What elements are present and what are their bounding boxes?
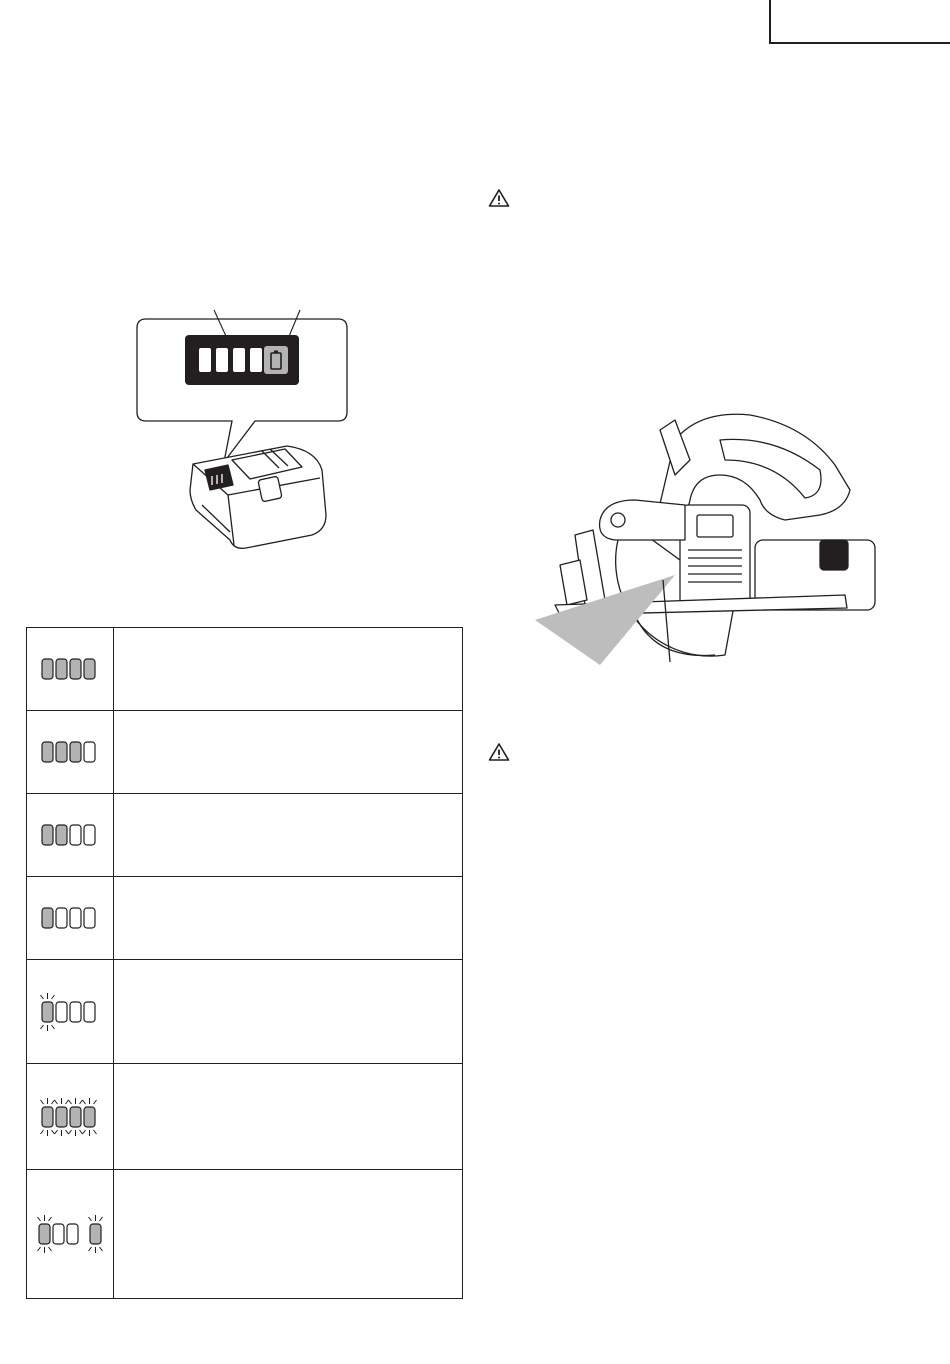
led-description-cell xyxy=(114,794,463,877)
led-lit xyxy=(42,1002,53,1022)
blink-ray xyxy=(55,1130,58,1134)
blink-ray xyxy=(41,1100,44,1104)
led-lit xyxy=(56,1107,67,1127)
page-tab xyxy=(769,0,950,44)
led-lit xyxy=(42,908,53,928)
blink-ray xyxy=(38,1247,41,1251)
circular-saw-illustration xyxy=(475,400,950,700)
indicator-row xyxy=(27,1064,463,1170)
led-pattern-icon xyxy=(35,888,105,948)
led-pattern-icon xyxy=(30,1204,110,1264)
led-lit xyxy=(56,742,67,762)
blink-ray xyxy=(55,1100,58,1104)
blink-ray xyxy=(83,1100,86,1104)
blink-ray xyxy=(41,1130,44,1134)
led-lit xyxy=(56,825,67,845)
blink-ray xyxy=(52,995,55,999)
led-pattern-cell xyxy=(27,960,114,1064)
led-pattern-icon xyxy=(35,722,105,782)
blink-ray xyxy=(38,1217,41,1221)
indicator-row xyxy=(27,711,463,794)
led-pattern-icon xyxy=(35,1087,105,1147)
led-lit xyxy=(90,1224,101,1244)
led-off xyxy=(70,825,81,845)
led-pattern-cell xyxy=(27,877,114,960)
blink-ray xyxy=(52,1025,55,1029)
led-description-cell xyxy=(114,711,463,794)
battery-indicator-table xyxy=(26,627,463,1299)
blink-ray xyxy=(80,1100,83,1104)
led-off xyxy=(84,908,95,928)
blink-ray xyxy=(89,1247,92,1251)
led-lit xyxy=(84,1107,95,1127)
blink-ray xyxy=(80,1130,83,1134)
led-description-cell xyxy=(114,1170,463,1299)
indicator-row xyxy=(27,960,463,1064)
blink-ray xyxy=(83,1130,86,1134)
led-off xyxy=(67,1224,78,1244)
led-off xyxy=(70,1002,81,1022)
blink-ray xyxy=(52,1100,55,1104)
indicator-row xyxy=(27,877,463,960)
blink-ray xyxy=(41,1025,44,1029)
led-lit xyxy=(42,742,53,762)
led-pattern-icon xyxy=(35,639,105,699)
blink-ray xyxy=(66,1130,69,1134)
led-off xyxy=(84,1002,95,1022)
blink-ray xyxy=(49,1247,52,1251)
blink-ray xyxy=(41,995,44,999)
led-off xyxy=(84,742,95,762)
indicator-row xyxy=(27,1170,463,1299)
led-description-cell xyxy=(114,960,463,1064)
led-lit xyxy=(70,659,81,679)
led-off xyxy=(53,1224,64,1244)
led-description-cell xyxy=(114,1064,463,1170)
led-table-body xyxy=(27,628,463,1299)
blink-ray xyxy=(100,1217,103,1221)
blink-ray xyxy=(94,1100,97,1104)
warning-triangle-icon xyxy=(488,742,510,762)
led-lit xyxy=(39,1224,50,1244)
led-lit xyxy=(56,659,67,679)
led-pattern-cell xyxy=(27,1064,114,1170)
led-pattern-cell xyxy=(27,1170,114,1299)
blink-ray xyxy=(52,1130,55,1134)
led-lit xyxy=(42,825,53,845)
blink-ray xyxy=(94,1130,97,1134)
blink-ray xyxy=(89,1217,92,1221)
led-pattern-icon xyxy=(35,805,105,865)
led-off xyxy=(70,908,81,928)
led-pattern-icon xyxy=(35,982,105,1042)
warning-triangle-icon xyxy=(488,188,510,208)
led-lit xyxy=(70,1107,81,1127)
display-led xyxy=(250,348,262,372)
led-lit xyxy=(42,1107,53,1127)
display-led xyxy=(199,348,211,372)
led-pattern-cell xyxy=(27,628,114,711)
led-description-cell xyxy=(114,877,463,960)
battery-pack xyxy=(190,446,326,548)
led-off xyxy=(84,825,95,845)
blink-ray xyxy=(100,1247,103,1251)
led-lit xyxy=(42,659,53,679)
display-led xyxy=(233,348,245,372)
led-lit xyxy=(70,742,81,762)
led-pattern-cell xyxy=(27,794,114,877)
led-lit xyxy=(84,659,95,679)
indicator-row xyxy=(27,628,463,711)
blink-ray xyxy=(49,1217,52,1221)
blink-ray xyxy=(69,1100,72,1104)
led-off xyxy=(56,1002,67,1022)
led-off xyxy=(56,908,67,928)
battery-illustration xyxy=(0,0,475,600)
display-led xyxy=(216,348,228,372)
led-description-cell xyxy=(114,628,463,711)
blink-ray xyxy=(69,1130,72,1134)
indicator-row xyxy=(27,794,463,877)
blink-ray xyxy=(66,1100,69,1104)
led-pattern-cell xyxy=(27,711,114,794)
